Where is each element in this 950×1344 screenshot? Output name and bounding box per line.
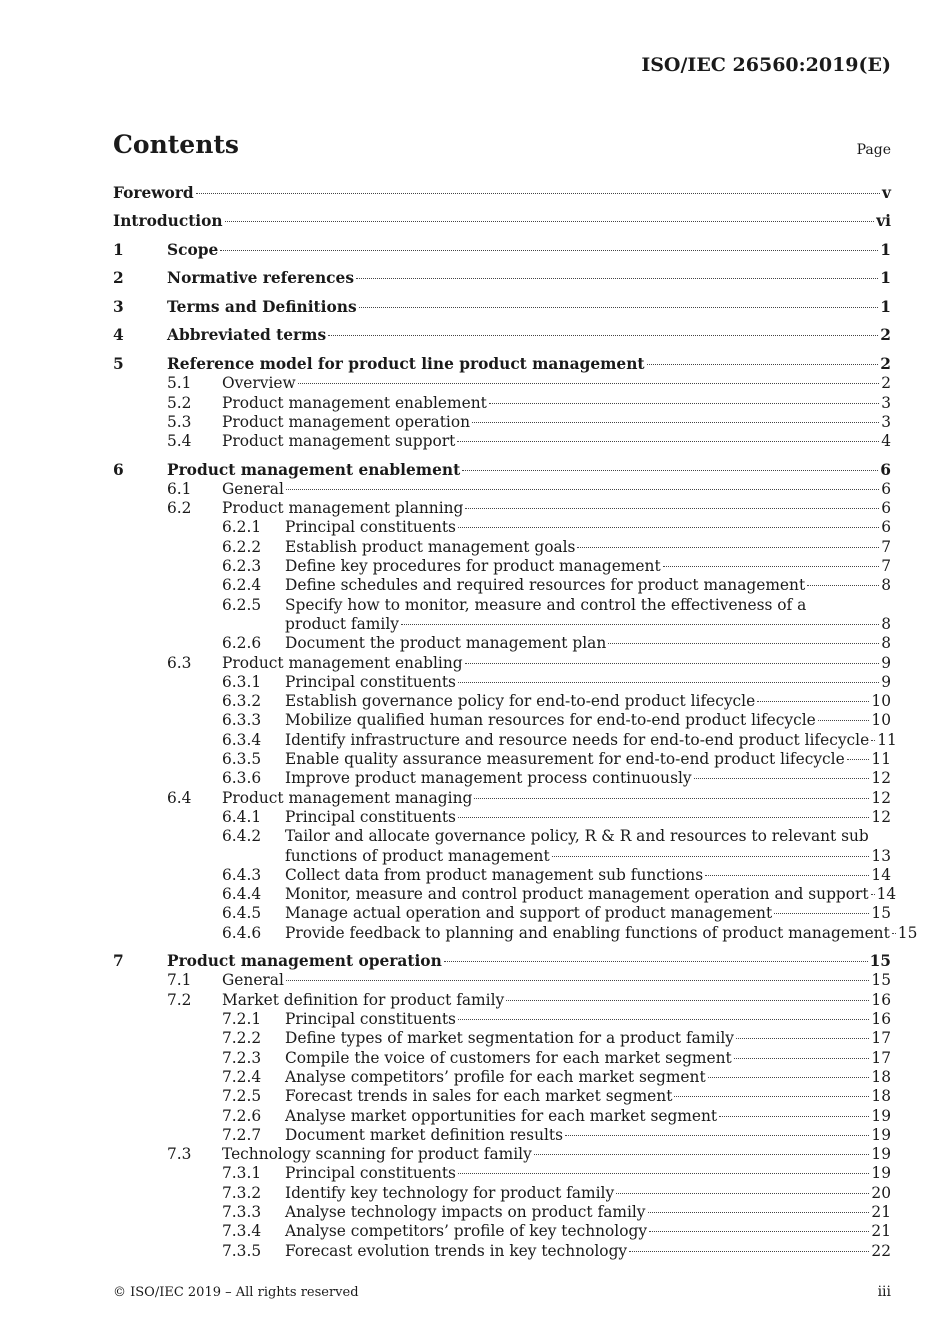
toc-entry-title: Principal constituents	[285, 807, 456, 826]
toc-entry-title: Product management operation	[167, 952, 442, 971]
dot-leader	[458, 682, 879, 683]
dot-leader	[457, 441, 879, 442]
toc-entry[interactable]	[113, 923, 918, 943]
toc-entry-title: Principal constituents	[285, 672, 456, 691]
toc-entry[interactable]	[113, 1087, 891, 1106]
toc-entry-page: v	[882, 184, 891, 202]
toc-entry-page: 1	[880, 297, 891, 316]
toc-entry-page: 11	[877, 730, 897, 749]
toc-entry[interactable]	[113, 1010, 891, 1029]
toc-entry-title: Compile the voice of customers for each market segment	[285, 1048, 732, 1067]
toc-entry-title: Establish governance policy for end-to-end product lifecycle	[285, 692, 756, 711]
dot-leader	[734, 1058, 870, 1059]
dot-leader	[458, 1173, 869, 1174]
toc-entry-number: 6.2.5	[222, 595, 262, 614]
dot-leader	[465, 508, 879, 509]
toc-entry-number: 7.2.2	[222, 1029, 262, 1048]
toc-entry-page: 2	[880, 354, 891, 373]
dot-leader	[577, 547, 879, 548]
toc-entry-title: Product management planning	[222, 499, 464, 518]
toc-entry[interactable]	[113, 499, 891, 518]
toc-entry[interactable]	[113, 298, 891, 317]
toc-entry[interactable]	[113, 808, 891, 827]
toc-entry-title: Forecast evolution trends in key technology	[285, 1241, 628, 1260]
dot-leader	[489, 403, 879, 404]
toc-entry[interactable]	[113, 1126, 891, 1145]
dot-leader	[847, 759, 870, 760]
toc-entry-title: Introduction	[113, 212, 223, 231]
toc-entry-page: 2	[881, 374, 891, 393]
footer-page-number: iii	[877, 1284, 891, 1300]
toc-entry[interactable]	[113, 461, 891, 480]
toc-entry-number: 7.2.7	[222, 1125, 262, 1144]
toc-entry-page: 7	[881, 537, 891, 556]
dot-leader	[552, 856, 870, 857]
toc-entry-title: Product management enabling	[222, 653, 463, 672]
dot-leader	[629, 1251, 869, 1252]
toc-entry-title: Identify infrastructure and resource needs for end-to-end product lifecycle	[285, 730, 870, 749]
toc-entry[interactable]	[113, 711, 891, 730]
toc-entry-title: Market definition for product family	[222, 990, 505, 1009]
toc-entry-number: 6.4.6	[222, 923, 262, 942]
toc-entry-number: 6.2.4	[222, 576, 262, 595]
toc-entry-page: 6	[881, 479, 891, 498]
toc-entry[interactable]	[113, 634, 891, 653]
toc-entry-page: 3	[881, 393, 891, 412]
toc-entry-title: Principal constituents	[285, 518, 456, 537]
toc-entry[interactable]	[113, 212, 891, 231]
toc-entry[interactable]	[113, 326, 891, 345]
toc-entry-title: Product management enablement	[222, 393, 487, 412]
dot-leader	[286, 980, 870, 981]
toc-entry-page: 22	[871, 1241, 891, 1260]
toc-entry-title: Analyse competitors’ profile of key technology	[285, 1222, 648, 1241]
dot-leader	[818, 720, 870, 721]
toc-entry-page: 6	[881, 518, 891, 537]
toc-entry-title: General	[222, 971, 284, 990]
toc-entry-page: 19	[871, 1145, 891, 1164]
dot-leader	[674, 1096, 869, 1097]
toc-entry-title: Principal constituents	[285, 1010, 456, 1029]
toc-entry[interactable]	[113, 1049, 891, 1068]
toc-entry-title: Analyse technology impacts on product family	[285, 1203, 646, 1222]
toc-entry-number: 5.2	[167, 393, 192, 412]
toc-entry-number: 3	[113, 297, 124, 316]
toc-entry-page: 6	[880, 460, 891, 479]
toc-entry-page: 16	[871, 990, 891, 1009]
toc-entry-title: Collect data from product management sub functions	[285, 865, 704, 884]
toc-entry-number: 6.3.4	[222, 730, 262, 749]
dot-leader	[871, 894, 875, 895]
toc-entry-title: Manage actual operation and support of product management	[285, 904, 773, 923]
dot-leader	[719, 1116, 869, 1117]
toc-entry-number: 4	[113, 326, 124, 345]
toc-entry-page: 9	[881, 672, 891, 691]
toc-entry-title: General	[222, 479, 284, 498]
toc-entry-number: 6.3.5	[222, 750, 262, 769]
toc-entry-page: 13	[871, 846, 891, 865]
toc-entry-page: 8	[881, 634, 891, 653]
toc-entry[interactable]	[113, 1222, 891, 1241]
toc-entry[interactable]	[113, 1242, 891, 1261]
toc-entry[interactable]	[113, 518, 891, 537]
toc-entry-number: 7.1	[167, 971, 192, 990]
toc-entry[interactable]	[113, 769, 891, 788]
toc-entry-page: 10	[871, 692, 891, 711]
dot-leader	[757, 701, 869, 702]
dot-leader	[286, 489, 879, 490]
toc-entry-number: 6.2.6	[222, 634, 262, 653]
toc-entry-page: 15	[871, 904, 891, 923]
toc-entry-title-continued: product family	[285, 614, 399, 633]
dot-leader	[444, 961, 868, 962]
dot-leader	[220, 250, 878, 251]
document-header: ISO/IEC 26560:2019(E)	[641, 54, 891, 76]
toc-entry[interactable]	[113, 374, 891, 393]
toc-entry[interactable]	[113, 1184, 891, 1203]
toc-entry-number: 6	[113, 460, 124, 479]
toc-entry-page: 14	[871, 865, 891, 884]
toc-entry-page: 1	[880, 240, 891, 259]
toc-entry-page: 4	[881, 432, 891, 451]
footer-copyright: © ISO/IEC 2019 – All rights reserved	[113, 1285, 359, 1300]
toc-entry-title: Enable quality assurance measurement for end-to-end product lifecycle	[285, 750, 845, 769]
toc-entry-number: 5.1	[167, 374, 192, 393]
toc-entry-number: 6.3	[167, 653, 192, 672]
toc-entry-number: 7.3.4	[222, 1222, 262, 1241]
dot-leader	[462, 470, 878, 471]
toc-entry[interactable]	[113, 538, 891, 557]
toc-entry-title: Monitor, measure and control product management operation and support	[285, 885, 869, 904]
dot-leader	[465, 663, 880, 664]
toc-entry-number: 7.3.3	[222, 1203, 262, 1222]
toc-entry-title: Overview	[222, 374, 296, 393]
toc-entry-page: 20	[871, 1183, 891, 1202]
toc-entry-number: 7.2.4	[222, 1067, 262, 1086]
dot-leader	[774, 913, 869, 914]
toc-entry-title: Define types of market segmentation for a product family	[285, 1029, 734, 1048]
toc-entry-title: Document the product management plan	[285, 634, 607, 653]
toc-entry[interactable]	[113, 557, 891, 576]
toc-entry-title: Define key procedures for product management	[285, 557, 661, 576]
toc-entry-number: 7.3	[167, 1145, 192, 1164]
dot-leader	[708, 1077, 870, 1078]
toc-entry-page: 15	[869, 952, 891, 971]
toc-entry[interactable]	[113, 432, 891, 451]
toc-entry-page: 12	[871, 769, 891, 788]
dot-leader	[401, 624, 879, 625]
toc-entry-title: Identify key technology for product family	[285, 1183, 615, 1202]
dot-leader	[328, 335, 878, 336]
dot-leader	[472, 422, 879, 423]
toc-entry[interactable]	[113, 480, 891, 499]
toc-entry-number: 6.2.3	[222, 557, 262, 576]
toc-entry[interactable]	[113, 952, 891, 971]
toc-entry[interactable]	[113, 1029, 891, 1048]
toc-entry-continuation[interactable]	[113, 847, 891, 866]
toc-entry-title: Forecast trends in sales for each market segment	[285, 1087, 673, 1106]
toc-entry-number: 5.4	[167, 432, 192, 451]
toc-entry-number: 6.2.2	[222, 537, 262, 556]
toc-entry-page: 8	[881, 614, 891, 633]
toc-entry-page: 21	[871, 1222, 891, 1241]
toc-entry-number: 6.3.2	[222, 692, 262, 711]
dot-leader	[356, 278, 878, 279]
dot-leader	[534, 1154, 870, 1155]
toc-entry-title: Analyse competitors’ profile for each market segment	[285, 1067, 706, 1086]
dot-leader	[608, 643, 879, 644]
toc-entry[interactable]	[113, 692, 891, 711]
toc-entry-number: 7.3.1	[222, 1164, 262, 1183]
toc-entry[interactable]	[113, 904, 891, 923]
toc-entry-number: 6.4.1	[222, 807, 262, 826]
toc-entry[interactable]	[113, 1145, 891, 1164]
toc-entry[interactable]	[113, 241, 891, 260]
toc-entry-number: 5	[113, 354, 124, 373]
toc-entry-page: 9	[881, 653, 891, 672]
dot-leader	[807, 585, 879, 586]
toc-entry-title: Technology scanning for product family	[222, 1145, 532, 1164]
toc-entry[interactable]	[113, 730, 897, 750]
toc-entry-title: Analyse market opportunities for each market segment	[285, 1106, 718, 1125]
toc-entry-number: 7.2.5	[222, 1087, 262, 1106]
toc-entry-continuation[interactable]	[113, 615, 891, 634]
toc-entry-number: 7	[113, 952, 124, 971]
toc-entry-number: 7.2	[167, 990, 192, 1009]
toc-entry-page: 7	[881, 557, 891, 576]
toc-entry-page: 15	[897, 923, 918, 942]
toc-entry-title: Mobilize qualified human resources for end-to-end product lifecycle	[285, 711, 816, 730]
toc-entry-page: 1	[880, 269, 891, 288]
toc-entry-title: Product management enablement	[167, 460, 461, 479]
toc-entry-number: 6.4	[167, 788, 192, 807]
toc-entry-page: 10	[871, 711, 891, 730]
toc-entry[interactable]	[113, 1107, 891, 1126]
toc-entry-number: 7.3.5	[222, 1241, 262, 1260]
dot-leader	[892, 933, 896, 934]
toc-entry-page: 15	[871, 971, 891, 990]
dot-leader	[647, 364, 879, 365]
toc-entry[interactable]	[113, 827, 891, 846]
dot-leader	[359, 307, 879, 308]
dot-leader	[649, 1231, 869, 1232]
toc-entry-page: 19	[871, 1125, 891, 1144]
toc-entry-title-continued: functions of product management	[285, 846, 550, 865]
toc-entry-title: Product management managing	[222, 788, 473, 807]
toc-entry-number: 6.3.3	[222, 711, 262, 730]
toc-entry[interactable]	[113, 991, 891, 1010]
toc-entry[interactable]	[113, 184, 891, 203]
toc-entry-number: 6.4.5	[222, 904, 262, 923]
toc-entry-title: Establish product management goals	[285, 537, 576, 556]
dot-leader	[196, 193, 880, 194]
toc-entry-number: 7.2.6	[222, 1106, 262, 1125]
dot-leader	[225, 221, 875, 222]
toc-entry-title: Provide feedback to planning and enabling functions of product management	[285, 923, 890, 942]
toc-entry-number: 1	[113, 240, 124, 259]
toc-entry[interactable]	[113, 355, 891, 374]
dot-leader	[458, 527, 879, 528]
toc-entry[interactable]	[113, 654, 891, 673]
toc-entry[interactable]	[113, 576, 891, 595]
toc-entry[interactable]	[113, 394, 891, 413]
toc-entry[interactable]	[113, 789, 891, 808]
toc-entry[interactable]	[113, 866, 891, 885]
toc-entry-number: 6.4.3	[222, 865, 262, 884]
dot-leader	[458, 1019, 869, 1020]
page-column-label: Page	[856, 142, 891, 158]
toc-entry-title: Document market definition results	[285, 1125, 563, 1144]
toc-entry-title: Terms and Definitions	[167, 297, 357, 316]
dot-leader	[694, 778, 870, 779]
toc-entry[interactable]	[113, 750, 891, 769]
toc-entry-number: 7.3.2	[222, 1183, 262, 1202]
toc-entry-title: Improve product management process continuously	[285, 769, 692, 788]
toc-entry-number: 6.3.6	[222, 769, 262, 788]
toc-entry-page: 16	[871, 1010, 891, 1029]
toc-entry-number: 5.3	[167, 412, 192, 431]
toc-entry-number: 6.2.1	[222, 518, 262, 537]
dot-leader	[663, 566, 880, 567]
toc-entry-title: Foreword	[113, 184, 194, 202]
dot-leader	[705, 875, 869, 876]
dot-leader	[648, 1212, 870, 1213]
toc-entry-title: Normative references	[167, 269, 354, 288]
toc-entry-title: Product management support	[222, 432, 456, 451]
toc-entry-number: 2	[113, 269, 124, 288]
toc-entry[interactable]	[113, 885, 897, 904]
toc-entry-page: 19	[871, 1106, 891, 1125]
toc-entry-page: 19	[871, 1164, 891, 1183]
toc-entry-number: 6.4.4	[222, 885, 262, 904]
toc-entry[interactable]	[113, 413, 891, 432]
toc-entry-number: 7.2.1	[222, 1010, 262, 1029]
toc-entry-page: 18	[871, 1087, 891, 1106]
toc-entry-number: 6.2	[167, 499, 192, 518]
toc-entry-page: 3	[881, 412, 891, 431]
toc-entry-page: 6	[881, 499, 891, 518]
toc-entry-page: 12	[871, 807, 891, 826]
toc-entry-number: 6.1	[167, 479, 192, 498]
toc-entry-title: Product management operation	[222, 412, 470, 431]
toc-entry[interactable]	[113, 971, 891, 990]
toc-entry[interactable]	[113, 596, 891, 615]
toc-entry-page: vi	[876, 212, 891, 231]
page-title: Contents	[113, 130, 240, 159]
toc-entry[interactable]	[113, 269, 891, 288]
toc-entry[interactable]	[113, 673, 891, 692]
toc-entry[interactable]	[113, 1203, 891, 1222]
toc-entry-page: 8	[881, 576, 891, 595]
dot-leader	[871, 740, 875, 741]
dot-leader	[298, 383, 880, 384]
toc-entry-number: 6.3.1	[222, 672, 262, 691]
toc-entry-number: 7.2.3	[222, 1048, 262, 1067]
table-of-contents	[113, 184, 918, 1261]
toc-entry[interactable]	[113, 1164, 891, 1183]
toc-entry-title: Principal constituents	[285, 1164, 456, 1183]
toc-entry-page: 2	[880, 326, 891, 345]
toc-entry-title: Scope	[167, 240, 219, 259]
toc-entry-title: Abbreviated terms	[167, 326, 327, 345]
toc-entry-page: 12	[871, 788, 891, 807]
toc-entry-title: Specify how to monitor, measure and control the effectiveness of a	[285, 595, 807, 614]
dot-leader	[506, 1000, 869, 1001]
toc-entry-page: 18	[871, 1067, 891, 1086]
toc-entry-page: 14	[876, 885, 897, 904]
toc-entry-page: 17	[871, 1029, 891, 1048]
toc-entry[interactable]	[113, 1068, 891, 1087]
dot-leader	[565, 1135, 869, 1136]
toc-entry-title: Define schedules and required resources for product management	[285, 576, 806, 595]
toc-entry-page: 21	[871, 1203, 891, 1222]
dot-leader	[736, 1038, 869, 1039]
toc-entry-number: 6.4.2	[222, 827, 262, 846]
toc-entry-title: Tailor and allocate governance policy, R & R and resources to relevant sub	[285, 827, 869, 846]
dot-leader	[474, 798, 869, 799]
toc-entry-title: Reference model for product line product management	[167, 354, 645, 373]
dot-leader	[458, 817, 869, 818]
toc-entry-page: 17	[871, 1048, 891, 1067]
toc-entry-page: 11	[871, 750, 891, 769]
dot-leader	[616, 1193, 869, 1194]
